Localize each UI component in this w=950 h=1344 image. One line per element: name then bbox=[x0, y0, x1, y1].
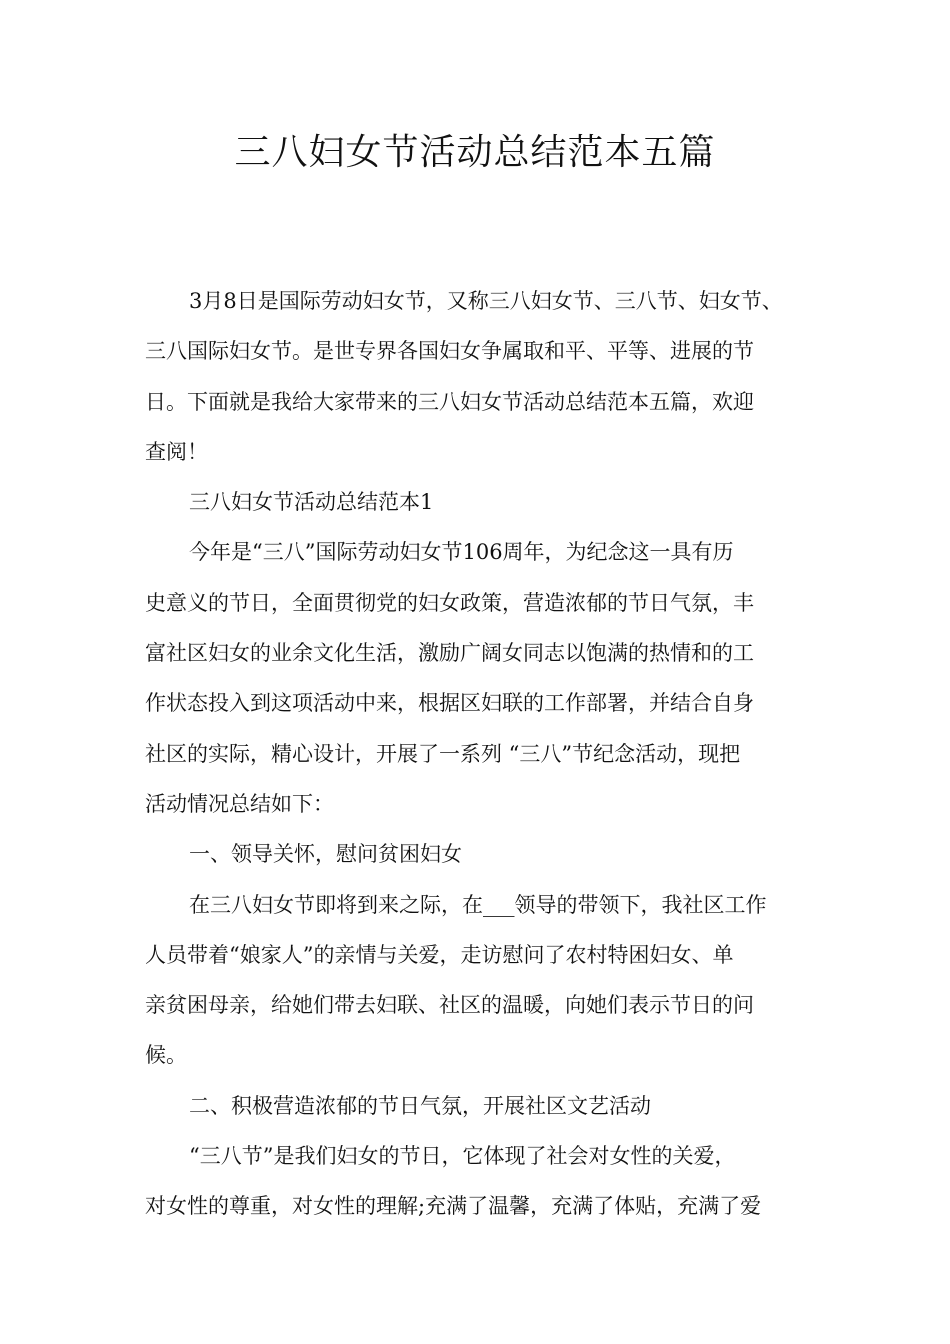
paragraph-line: 社区的实际，精心设计，开展了一系列 “三八”节纪念活动，现把 bbox=[145, 741, 741, 766]
paragraph-line: 作状态投入到这项活动中来，根据区妇联的工作部署，并结合自身 bbox=[145, 691, 754, 716]
paragraph-line: 亲贫困母亲，给她们带去妇联、社区的温暖，向她们表示节日的问 bbox=[145, 993, 754, 1018]
paragraph-line: 富社区妇女的业余文化生活，激励广阔女同志以饱满的热情和的工 bbox=[145, 641, 754, 666]
paragraph-line: 候。 bbox=[145, 1043, 187, 1068]
section-heading: 二、积极营造浓郁的节日气氛，开展社区文艺活动 bbox=[189, 1093, 651, 1118]
document-body bbox=[145, 276, 825, 1232]
paragraph-line: 人员带着“娘家人”的亲情与关爱，走访慰问了农村特困妇女、单 bbox=[145, 942, 734, 967]
paragraph-line: 对女性的尊重，对女性的理解;充满了温馨，充满了体贴，充满了爱 bbox=[145, 1194, 762, 1219]
section-heading: 一、领导关怀，慰问贫困妇女 bbox=[189, 842, 462, 867]
paragraph-line: 在三八妇女节即将到来之际，在___领导的带领下，我社区工作 bbox=[189, 892, 767, 917]
paragraph-line: 今年是“三八”国际劳动妇女节106周年，为纪念这一具有历 bbox=[189, 540, 734, 565]
paragraph-line: 查阅！ bbox=[145, 439, 208, 464]
paragraph-line: 活动情况总结如下： bbox=[145, 791, 334, 816]
paragraph-line: “三八节”是我们妇女的节日，它体现了社会对女性的关爱， bbox=[189, 1144, 736, 1169]
paragraph-line: 三八国际妇女节。是世专界各国妇女争属取和平、平等、进展的节 bbox=[145, 339, 754, 364]
paragraph-line: 3月8日是国际劳动妇女节，又称三八妇女节、三八节、妇女节、 bbox=[189, 289, 783, 313]
document-title: 三八妇女节活动总结范本五篇 bbox=[234, 132, 716, 173]
paragraph-line: 日。下面就是我给大家带来的三八妇女节活动总结范本五篇，欢迎 bbox=[145, 389, 754, 414]
section-heading: 三八妇女节活动总结范本1 bbox=[189, 490, 434, 515]
paragraph-line: 史意义的节日，全面贯彻党的妇女政策，营造浓郁的节日气氛，丰 bbox=[145, 590, 754, 615]
